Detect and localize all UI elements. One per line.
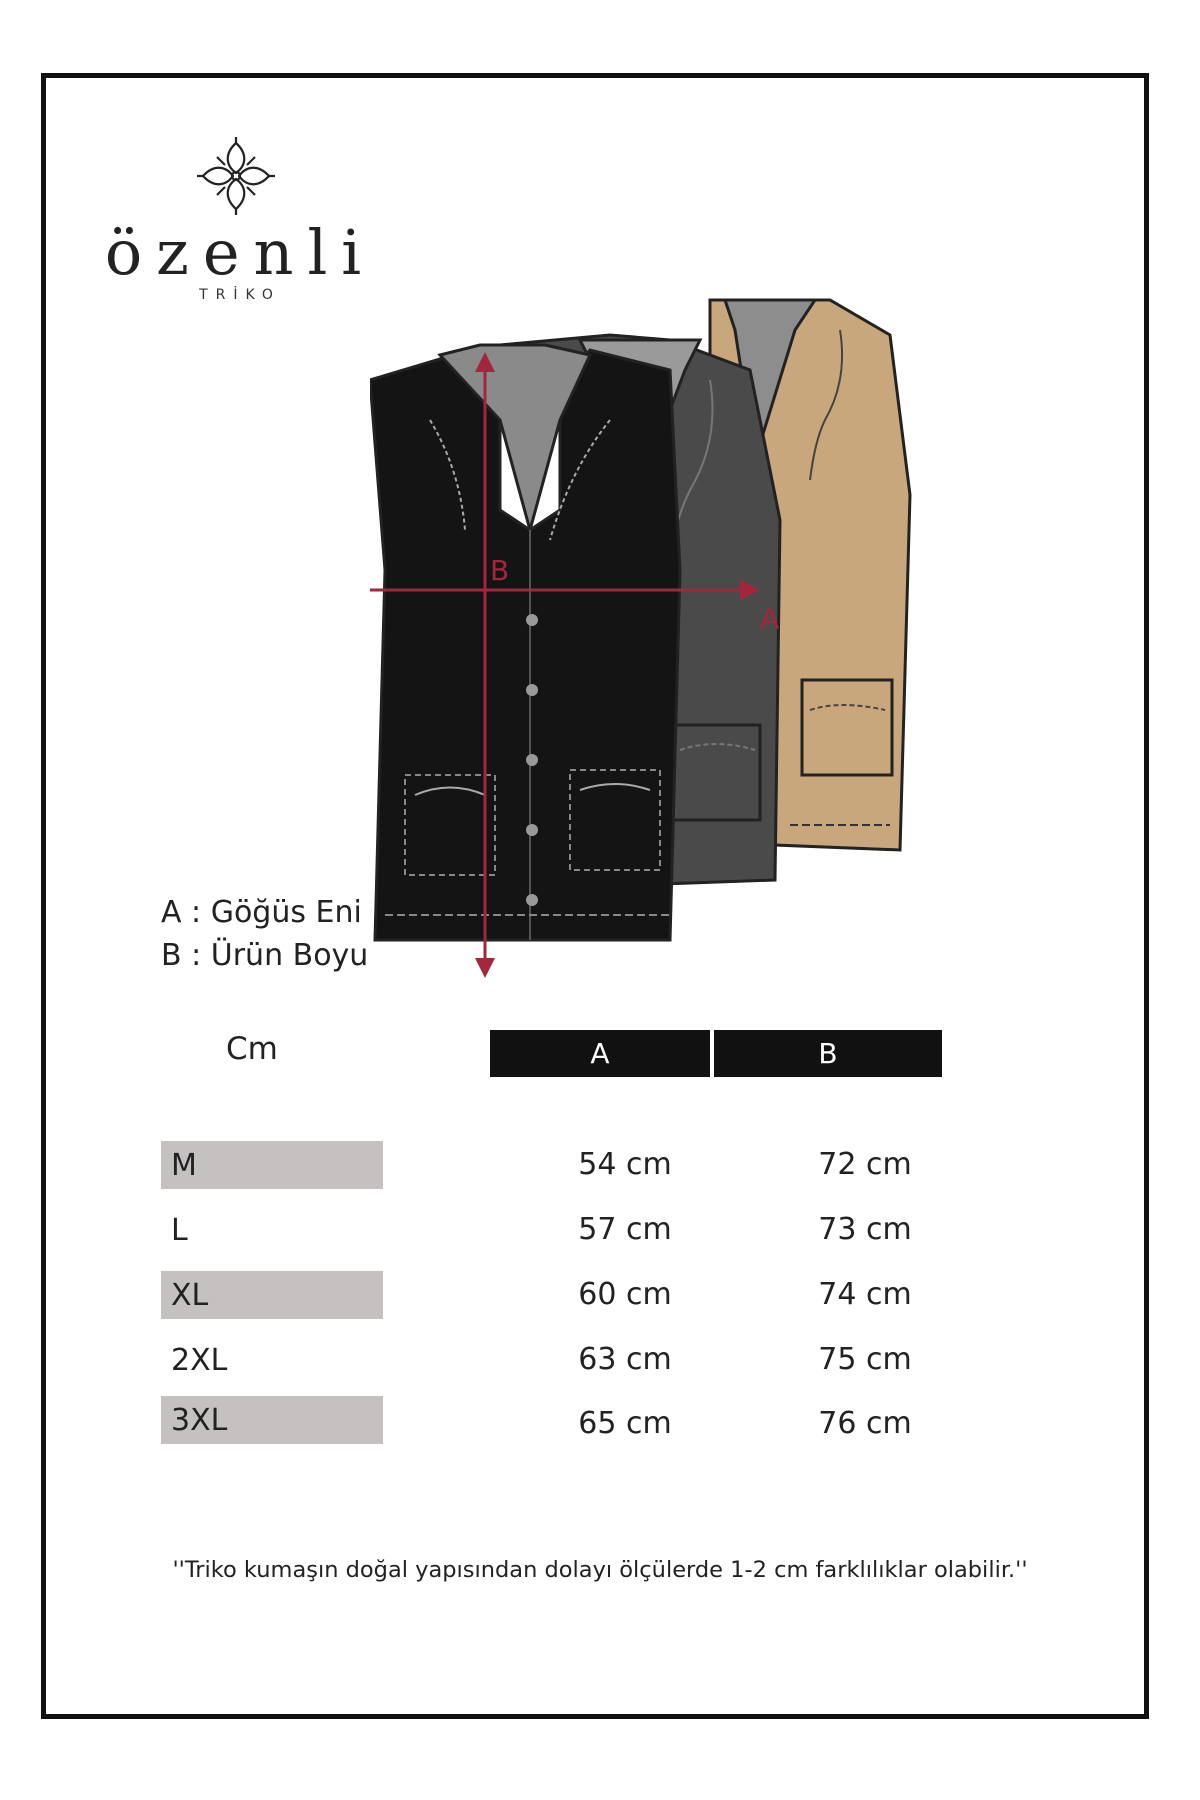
- value-b: 73 cm: [818, 1212, 912, 1247]
- value-b: 76 cm: [818, 1406, 912, 1441]
- value-b: 75 cm: [818, 1342, 912, 1377]
- brand-name: özenli: [104, 216, 376, 289]
- value-a: 60 cm: [578, 1277, 672, 1312]
- value-a: 65 cm: [578, 1406, 672, 1441]
- legend-b: B : Ürün Boyu: [161, 938, 369, 973]
- measure-label-b: B: [490, 554, 510, 587]
- size-label: 2XL: [171, 1342, 228, 1378]
- vest-black: [370, 345, 680, 940]
- size-label: XL: [161, 1271, 383, 1319]
- measure-label-a: A: [760, 602, 780, 635]
- brand-logo-icon: [195, 135, 277, 217]
- size-label: 3XL: [161, 1396, 383, 1444]
- value-b: 74 cm: [818, 1277, 912, 1312]
- column-header-b: B: [714, 1030, 942, 1077]
- size-label: M: [161, 1141, 383, 1189]
- legend-a: A : Göğüs Eni: [161, 895, 362, 930]
- column-header-a: A: [490, 1030, 710, 1077]
- unit-label: Cm: [226, 1031, 278, 1067]
- value-a: 57 cm: [578, 1212, 672, 1247]
- tolerance-note: ''Triko kumaşın doğal yapısından dolayı ölçülerde 1-2 cm farklılıklar olabilir.'': [172, 1557, 1028, 1583]
- value-a: 54 cm: [578, 1147, 672, 1182]
- vest-measurement-diagram: [370, 290, 1050, 990]
- size-label: L: [171, 1212, 188, 1248]
- brand-subtitle: TRİKO: [199, 287, 281, 303]
- value-a: 63 cm: [578, 1342, 672, 1377]
- value-b: 72 cm: [818, 1147, 912, 1182]
